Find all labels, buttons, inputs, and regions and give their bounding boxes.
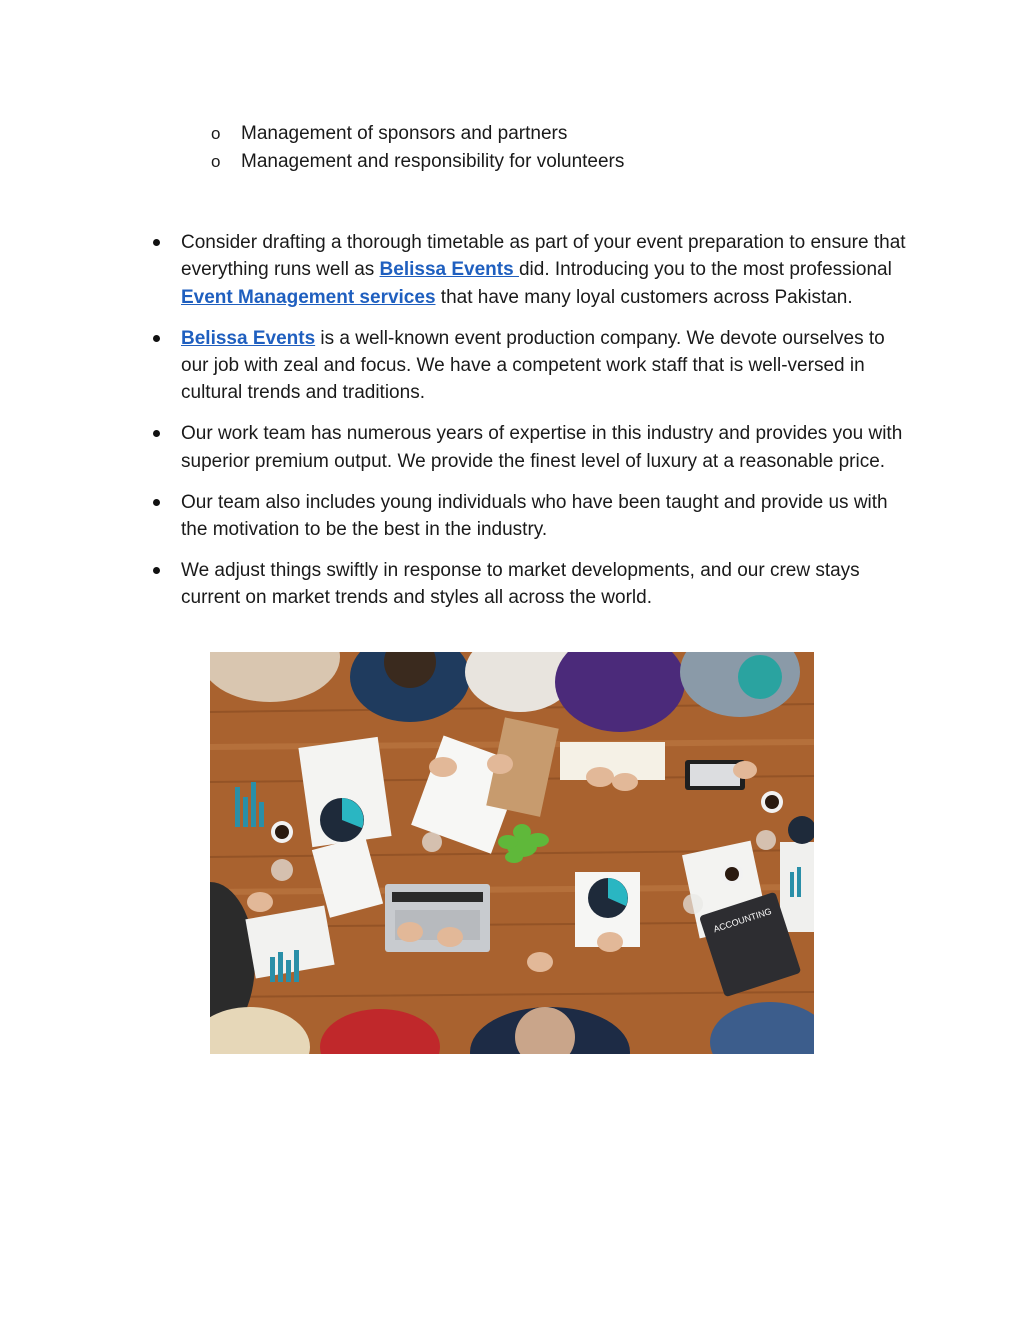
bullet-icon	[153, 430, 160, 437]
bullet-item	[150, 489, 910, 544]
meeting-photo-illustration	[210, 652, 814, 1054]
sub-item-text: Management of sponsors and partners	[241, 123, 568, 144]
meeting-table-photo	[210, 652, 814, 1054]
circle-bullet-icon: o	[211, 124, 221, 143]
bullet-icon	[153, 239, 160, 246]
bullet-text: that have many loyal customers across Pakistan.	[435, 286, 853, 308]
bullet-item	[150, 325, 910, 407]
event-management-services-link[interactable]: Event Management services	[181, 286, 436, 308]
bullet-text: Consider drafting a thorough timetable as part of your event preparation to ensure that everything runs well as	[181, 232, 906, 281]
sub-list-item	[210, 148, 624, 176]
bullet-item	[150, 420, 910, 475]
bullet-item	[150, 229, 910, 311]
bullet-icon	[153, 335, 160, 342]
belissa-events-link[interactable]: Belissa Events	[379, 259, 519, 281]
bullet-text: did. Introducing you to the most professional	[518, 259, 892, 281]
bullet-icon	[153, 567, 160, 574]
bullet-text: Our work team has numerous years of expertise in this industry and provides you with superior premium output. We provide the finest level of luxury at a reasonable price.	[181, 423, 903, 472]
bullet-item	[150, 557, 910, 612]
bullet-text: is a well-known event production company. We devote ourselves to our job with zeal and focus. We have a competent work staff that is well-versed in cultural trends and traditions.	[181, 327, 885, 404]
bullet-text: We adjust things swiftly in response to market developments, and our crew stays current on market trends and styles all across the world.	[181, 560, 860, 609]
sub-list-item	[210, 120, 624, 148]
bullet-list	[150, 229, 910, 626]
bullet-text: Our team also includes young individuals who have been taught and provide us with the motivation to be the best in the industry.	[181, 491, 888, 541]
bullet-icon	[153, 499, 160, 506]
sub-list	[210, 120, 624, 175]
sub-item-text: Management and responsibility for volunteers	[241, 150, 625, 172]
accounting-tablet-label: ACCOUNTING	[712, 906, 773, 935]
belissa-events-link[interactable]: Belissa Events	[181, 327, 316, 349]
circle-bullet-icon: o	[211, 151, 221, 171]
